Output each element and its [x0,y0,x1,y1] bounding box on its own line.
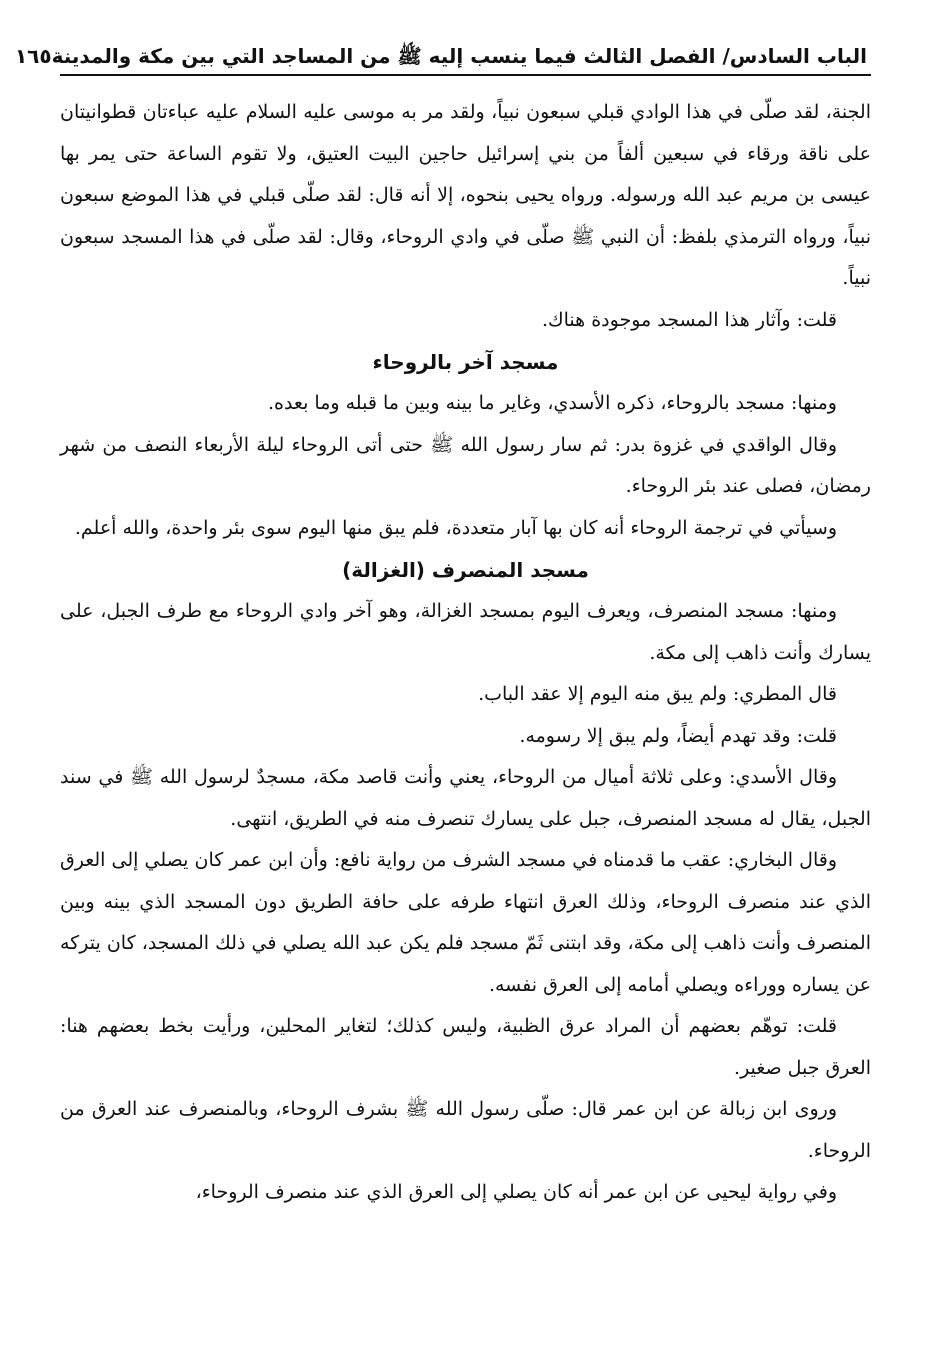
paragraph: وقال الواقدي في غزوة بدر: ثم سار رسول الله ﷺ حتى أتى الروحاء ليلة الأربعاء النصف من شهر رمضان، فصلى عند بئر الروحاء. [60,433,871,497]
paragraph: وقال الأسدي: وعلى ثلاثة أميال من الروحاء، يعني وأنت قاصد مكة، مسجدٌ لرسول الله ﷺ في سند الجبل، يقال له مسجد المنصرف، جبل على يسارك تنصرف منه في الطريق، انتهى. [60,766,871,830]
paragraph: قلت: توهّم بعضهم أن المراد عرق الظبية، وليس كذلك؛ لتغاير المحلين، ورأيت بخط بعضهم هنا: العرق جبل صغير. [60,1015,871,1079]
paragraph: ومنها: مسجد المنصرف، ويعرف اليوم بمسجد الغزالة، وهو آخر وادي الروحاء مع طرف الجبل، على يسارك وأنت ذاهب إلى مكة. [60,600,871,664]
paragraph: قال المطري: ولم يبق منه اليوم إلا عقد الباب. [478,683,837,705]
paragraph: وسيأتي في ترجمة الروحاء أنه كان بها آبار متعددة، فلم يبق منها اليوم سوى بئر واحدة، والله أعلم. [74,516,837,539]
header-title: الباب السادس/ الفصل الثالث فيما ينسب إليه ﷺ من المساجد التي بين مكة والمدينة [51,44,867,68]
section-heading: مسجد آخر بالروحاء [372,350,559,374]
paragraph: قلت: وآثار هذا المسجد موجودة هناك. [541,308,837,331]
paragraph: قلت: وقد تهدم أيضاً، ولم يبق إلا رسومه. [519,724,837,747]
paragraph: ومنها: مسجد بالروحاء، ذكره الأسدي، وغاير ما بينه وبين ما قبله وما بعده. [267,392,837,414]
paragraph: وفي رواية ليحيى عن ابن عمر أنه كان يصلي إلى العرق الذي عند منصرف الروحاء، [195,1181,837,1203]
running-header [14,28,871,76]
paragraph: وروى ابن زبالة عن ابن عمر قال: صلّى رسول الله ﷺ بشرف الروحاء، وبالمنصرف عند العرق من الروحاء. [60,1098,871,1162]
page-number: ١٦٥ [14,44,52,68]
paragraph: الجنة، لقد صلّى في هذا الوادي قبلي سبعون نبياً، ولقد مر به موسى عليه السلام عليه عباءتان قطوانيتان على ناقة ورقاء في سبعين ألفاً من بني إسرائيل حاجين البيت العتيق، ولا تقوم الساعة حتى يمر بها عيسى بن مريم عبد الله ورسوله. ورواه يحيى بنحوه، إلا أنه قال: لقد صلّى قبلي في هذا الموضع سبعون نبياً، ورواه الترمذي بلفظ: أن النبي ﷺ صلّى في وادي الروحاء، وقال: لقد صلّى في هذا المسجد سبعون نبياً. [60,101,871,289]
book-page [14,28,871,1337]
body-text [60,92,871,1214]
section-heading: مسجد المنصرف (الغزالة) [342,558,589,582]
paragraph: وقال البخاري: عقب ما قدمناه في مسجد الشرف من رواية نافع: وأن ابن عمر كان يصلي إلى العرق الذي عند منصرف الروحاء، وذلك العرق انتهاء طرفه على حافة الطريق دون المسجد الذي بينه وبين المنصرف وأنت ذاهب إلى مكة، وقد ابتنى ثَمّ مسجد فلم يكن عبد الله يصلي في ذلك المسجد، كان يتركه عن يساره ووراءه ويصلي أمامه إلى العرق نفسه. [60,849,871,996]
